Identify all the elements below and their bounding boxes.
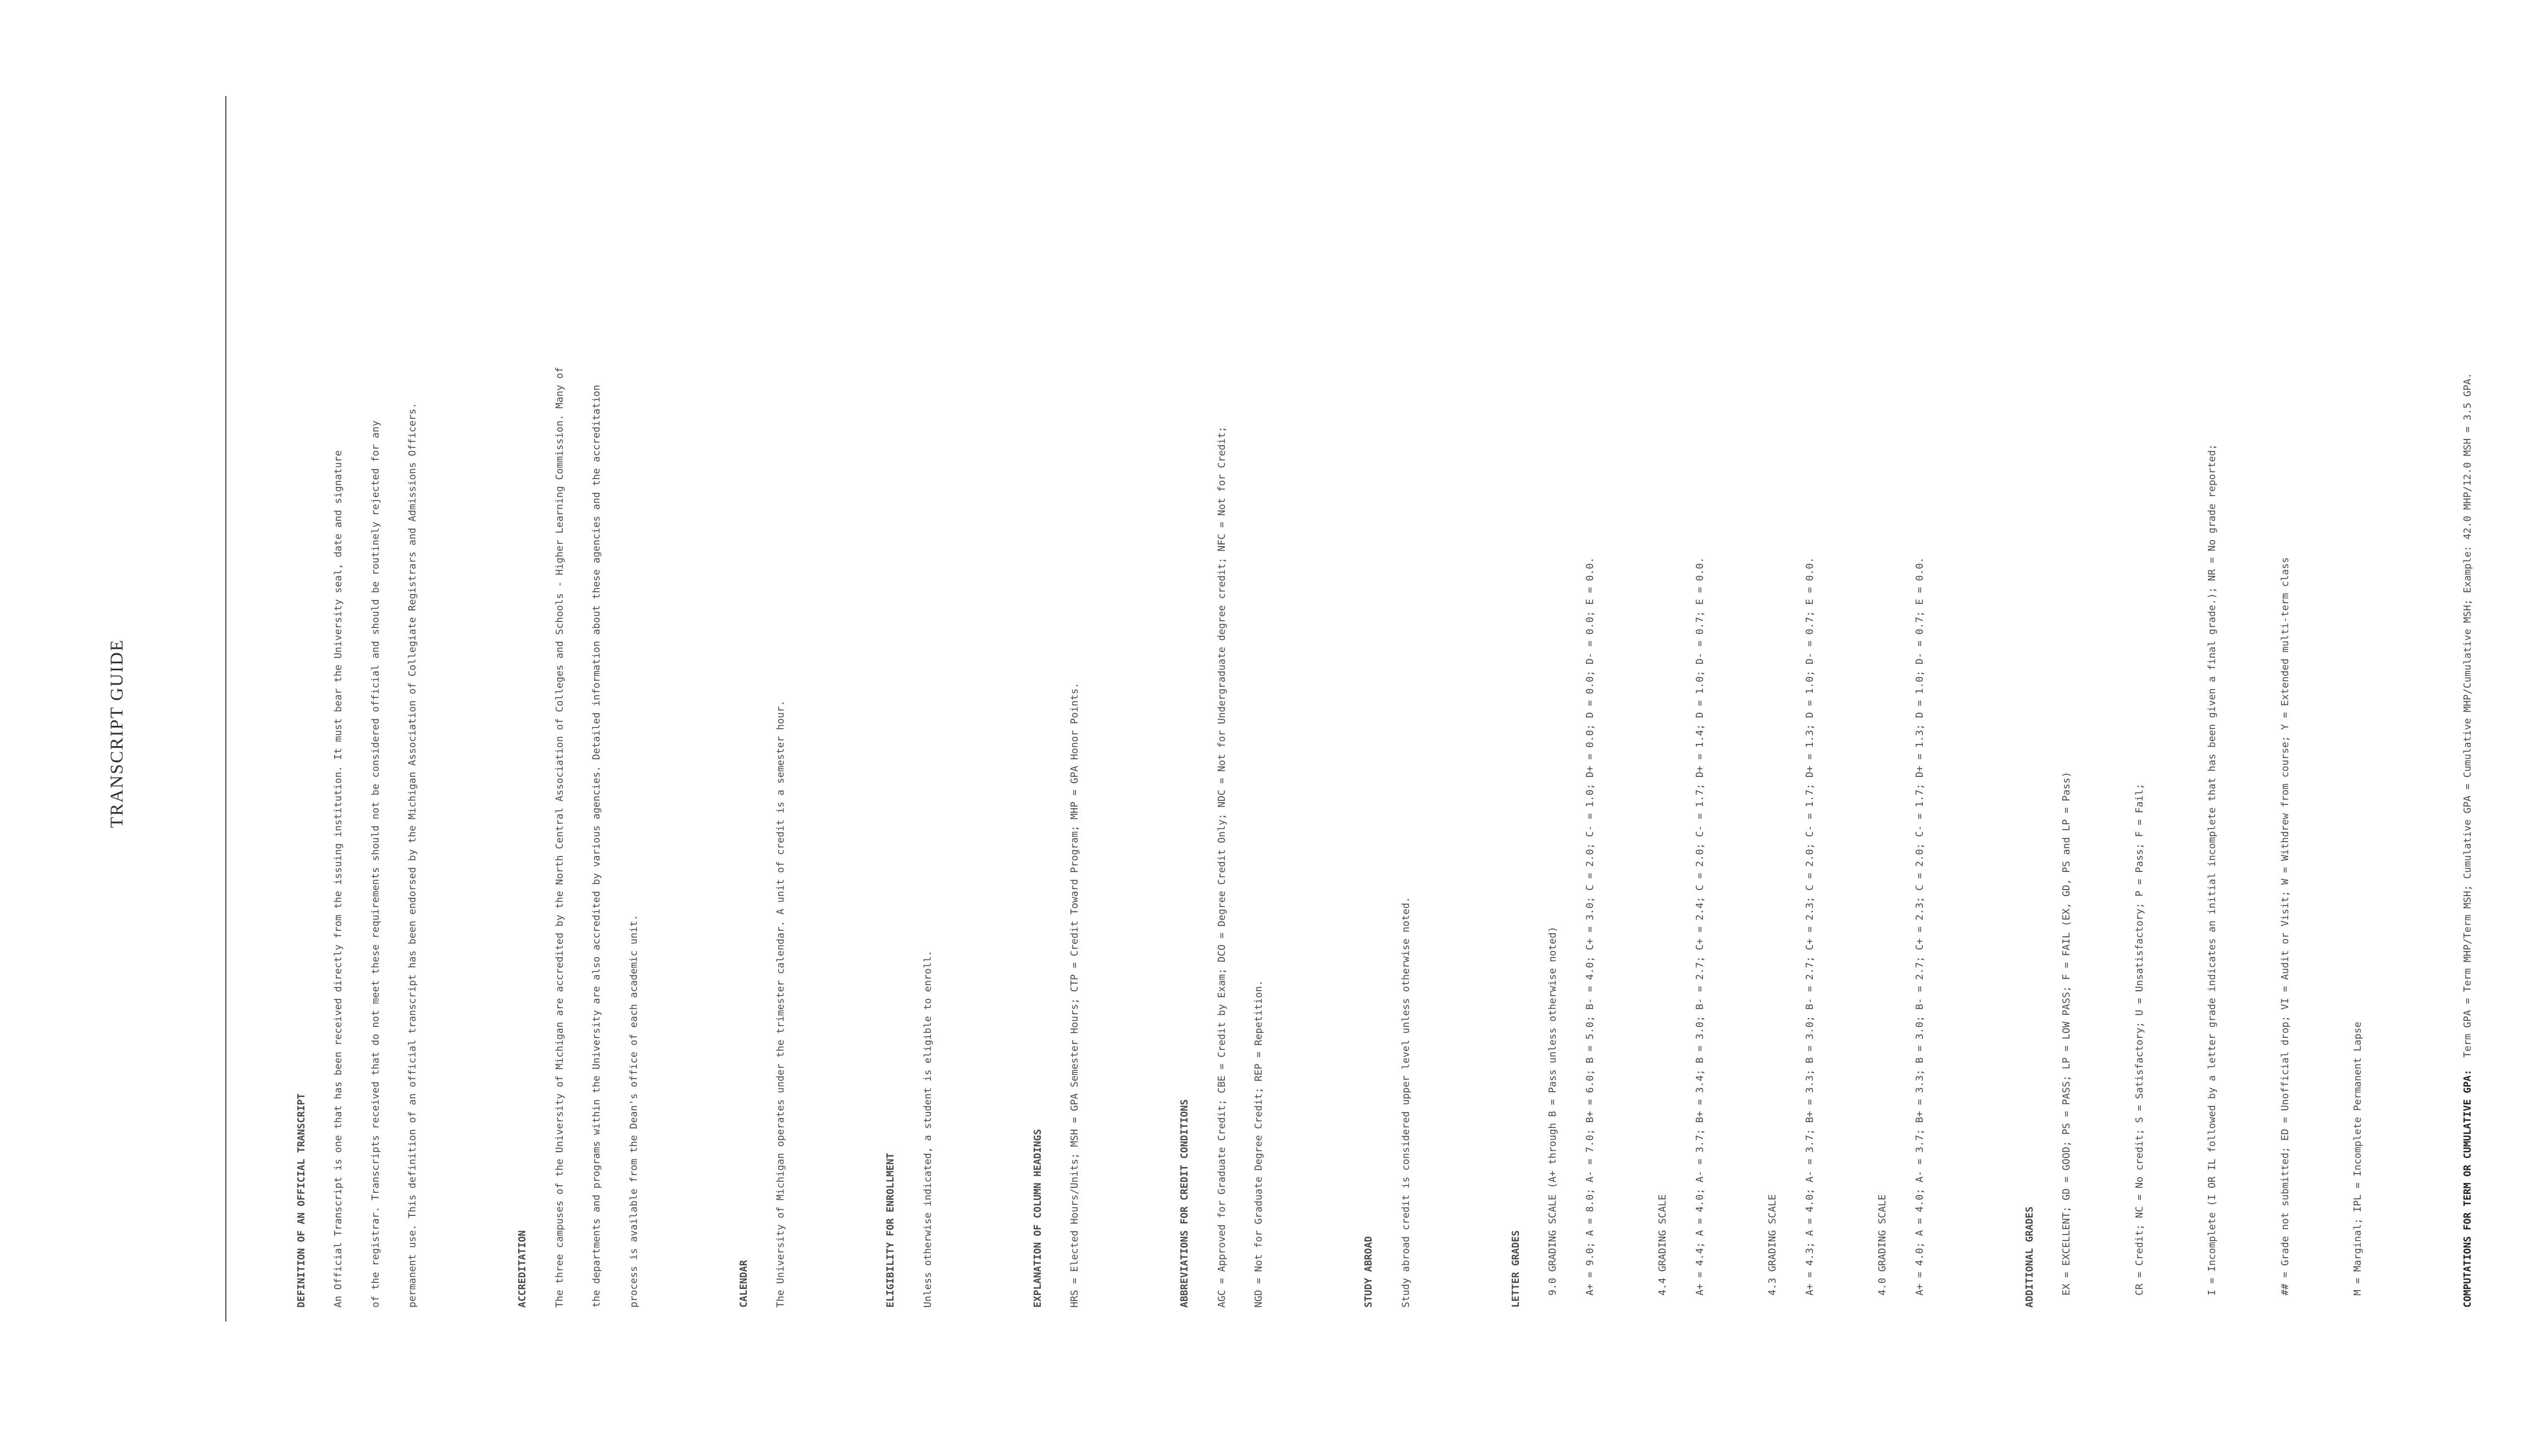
paragraph-line: of the registrar. Transcripts received that do not meet these requirements should not be considered official and should be routinely rejected for any xyxy=(369,420,381,1308)
section-heading: COMPUTATIONS FOR TERM OR CUMULATIVE GPA: xyxy=(2462,1069,2473,1308)
paragraph-line: process is available from the Dean's office of each academic unit. xyxy=(628,914,640,1308)
paragraph-line: the departments and programs within the University are also accredited by various agencies. Detailed information about these agencies and the accreditation xyxy=(591,385,602,1308)
section-accreditation xyxy=(492,77,665,1308)
page-title: TRANSCRIPT GUIDE xyxy=(107,639,127,829)
grading-scale-name: 4.3 GRADING SCALE xyxy=(1767,1194,1778,1296)
section-calendar xyxy=(713,77,812,1308)
section-eligibility xyxy=(860,77,959,1308)
paragraph-line: NGD = Not for Graduate Degree Credit; REP = Repetition. xyxy=(1253,980,1264,1308)
section-heading: EXPLANATION OF COLUMN HEADINGS xyxy=(1031,1129,1044,1308)
computations-line xyxy=(2462,77,2474,1308)
paragraph-line: The three campuses of the University of Michigan are accredited by the North Central Association of Colleges and Schools - Higher Learning Commission. Many of xyxy=(553,366,565,1308)
rotated-document xyxy=(107,63,2473,1404)
grading-scale-values: A+ = 4.0; A = 4.0; A- = 3.7; B+ = 3.3; B = 3.0; B- = 2.7; C+ = 2.3; C = 2.0; C- = 1.7; D+ = 1.3; D = 1.0; D- = 0.7; E = 0.0. xyxy=(1913,557,1925,1296)
section-heading: STUDY ABROAD xyxy=(1363,1236,1374,1308)
section-letter-grades xyxy=(1485,77,1951,1308)
paragraph-line: Unless otherwise indicated, a student is eligible to enroll. xyxy=(922,950,934,1308)
grading-scale-values: A+ = 9.0; A = 8.0; A- = 7.0; B+ = 6.0; B = 5.0; B- = 4.0; C+ = 3.0; C = 2.0; C- = 1.0; D+ = 0.0; D = 0.0; D- = 0.0; E = 0.0. xyxy=(1584,557,1596,1296)
paragraph-line: CR = Credit; NC = No credit; S = Satisfactory; U = Unsatisfactory; P = Pass; F = Fail; xyxy=(2133,783,2145,1296)
paragraph-line: AGC = Approved for Graduate Credit; CBE = Credit by Exam; DCO = Degree Credit Only; NDC = Not for Undergraduate degree credit; NFC = Not for Credit; xyxy=(1216,426,1228,1308)
paragraph-line: I = Incomplete (I OR IL followed by a letter grade indicates an initial incomplete that has been given a final grade.); NR = No grade reported; xyxy=(2206,444,2218,1296)
section-additional-grades xyxy=(1999,77,2389,1308)
section-definition xyxy=(271,77,444,1308)
grading-scale-name: 9.0 GRADING SCALE (A+ through B = Pass unless otherwise noted) xyxy=(1547,926,1558,1296)
computations-text: Term GPA = Term MHP/Term MSH; Cumulative GPA = Cumulative MHP/Cumulative MSH; Example: 42.0 MHP/12.0 MSH = 3.5 GPA. xyxy=(2462,373,2473,1058)
section-abbreviations xyxy=(1154,77,1290,1308)
grading-scale-name: 4.4 GRADING SCALE xyxy=(1657,1194,1668,1296)
paragraph-line: ## = Grade not submitted; ED = Unofficial drop; VI = Audit or Visit; W = Withdrew from course; Y = Extended multi-term class xyxy=(2279,557,2291,1296)
section-column-headings xyxy=(1007,77,1106,1308)
grading-scale-name: 4.0 GRADING SCALE xyxy=(1877,1194,1888,1296)
document-body xyxy=(234,77,2547,1308)
section-study-abroad xyxy=(1338,77,1437,1308)
section-heading: ADDITIONAL GRADES xyxy=(2023,1206,2035,1308)
header-rule xyxy=(225,96,226,1321)
section-computations xyxy=(2437,77,2499,1308)
paragraph-line: HRS = Elected Hours/Units; MSH = GPA Semester Hours; CTP = Credit Toward Program; MHP = GPA Honor Points. xyxy=(1069,682,1080,1308)
section-heading: ABBREVIATIONS FOR CREDIT CONDITIONS xyxy=(1179,1099,1190,1308)
grading-scale-values: A+ = 4.3; A = 4.0; A- = 3.7; B+ = 3.3; B = 3.0; B- = 2.7; C+ = 2.3; C = 2.0; C- = 1.7; D+ = 1.3; D = 1.0; D- = 0.7; E = 0.0. xyxy=(1804,557,1816,1296)
paragraph-line: permanent use. This definition of an official transcript has been endorsed by the Michigan Association of Collegiate Registrars and Admissions Officers. xyxy=(407,402,418,1308)
paragraph-line: M = Marginal; IPL = Incomplete Permanent Lapse xyxy=(2352,1021,2363,1296)
section-heading: DEFINITION OF AN OFFICIAL TRANSCRIPT xyxy=(295,1093,307,1308)
paragraph-line: An Official Transcript is one that has been received directly from the issuing institution. It must bear the University seal, date and signature xyxy=(332,450,344,1308)
paragraph-line: Study abroad credit is considered upper level unless otherwise noted. xyxy=(1400,897,1412,1308)
section-heading: ACCREDITATION xyxy=(517,1230,528,1308)
section-heading: ELIGIBILITY FOR ENROLLMENT xyxy=(885,1153,896,1308)
grading-scale-values: A+ = 4.4; A = 4.0; A- = 3.7; B+ = 3.4; B = 3.0; B- = 2.7; C+ = 2.4; C = 2.0; C- = 1.7; D+ = 1.4; D = 1.0; D- = 0.7; E = 0.0. xyxy=(1694,557,1706,1296)
section-heading: LETTER GRADES xyxy=(1510,1230,1522,1308)
paragraph-line: EX = EXCELLENT; GD = GOOD; PS = PASS; LP = LOW PASS; F = FAIL (EX, GD, PS and LP = Pass) xyxy=(2061,771,2072,1296)
section-heading: CALENDAR xyxy=(737,1260,750,1308)
paragraph-line: The University of Michigan operates under the trimester calendar. A unit of credit is a semester hour. xyxy=(775,700,786,1308)
